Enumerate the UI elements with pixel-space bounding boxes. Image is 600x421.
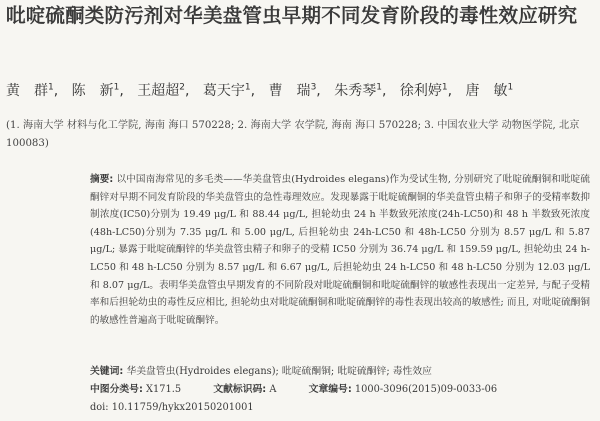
author: 陈 新$^1$, — [71, 82, 124, 99]
classification-value: X171.5 — [146, 384, 182, 395]
author-list — [6, 80, 596, 100]
abstract-label: 摘要: — [90, 174, 114, 185]
keywords-label: 关键词: — [90, 366, 124, 377]
author: 徐利婷$^1$, — [399, 82, 453, 99]
doc-code-value: A — [269, 384, 277, 395]
author: 黄 群$^1$, — [6, 82, 59, 99]
article-no-label: 文章编号: — [308, 384, 352, 395]
affiliations: (1. 海南大学 材料与化工学院, 海南 海口 570228; 2. 海南大学 农学院, 海南 海口 570228; 3. 中国农业大学 动物医学院, 北京 100083) — [6, 120, 580, 149]
classification-row — [90, 381, 590, 399]
author: 唐 敏$^1$ — [465, 82, 514, 99]
article-metadata — [90, 363, 590, 417]
doi-row: doi: 10.11759/hykx20150201001 — [90, 402, 254, 413]
paper-title: 吡啶硫酮类防污剂对华美盘管虫早期不同发育阶段的毒性效应研究 — [6, 4, 578, 27]
author: 朱秀琴$^1$, — [334, 82, 387, 99]
abstract — [90, 171, 590, 329]
article-no-value: 1000-3096(2015)09-0033-06 — [354, 384, 498, 395]
abstract-text: 以中国南海常见的多毛类——华美盘管虫(Hydroides elegans)作为受试生物, 分别研究了吡啶硫酮铜和吡啶硫酮锌对早期不同发育阶段的华美盘管虫的急性毒理效应。发现暴露于吡啶硫酮铜的华美盘管虫精子和卵子的受精率数抑制浓度(IC50)分别为 19.49 μg/L 和 88.44 μg/L, 担轮幼虫 24 h 半数致死浓度(24h-LC50)和 48 h 半数致死浓度(48h-LC50)分别为 7.35 μg/L 和 5.00 μg/L, 后担轮幼虫 24h-LC50 和 48h-LC50 分别为 8.57 μg/L 和 5.87 μg/L; 暴露于吡啶硫酮锌的华美盘管虫精子和卵子的受精 IC50 分别为 36.74 μg/L 和 159.59 μg/L, 担轮幼虫 24 h-LC50 和 48 h-LC50 分别为 8.57 μg/L 和 6.67 μg/L, 后担轮幼虫 24 h-LC50 和 48 h-LC50 分别为 12.03 μg/L 和 8.07 μg/L。表明华美盘管虫早期发育的不同阶段对吡啶硫酮铜和吡啶硫酮锌的敏感性表现出一定差异, 与配子受精率和后担轮幼虫的毒性反应相比, 担轮幼虫对吡啶硫酮铜和吡啶硫酮锌的毒性表现出较高的敏感性; 而且, 对吡啶硫酮铜的敏感性普遍高于吡啶硫酮锌。 — [90, 174, 590, 326]
author: 曹 瑞$^3$, — [268, 82, 321, 99]
author: 葛天宇$^1$, — [202, 82, 256, 99]
keywords-text: 华美盘管虫(Hydroides elegans); 吡啶硫酮铜; 吡啶硫酮锌; 毒性效应 — [126, 366, 432, 377]
author: 王超超$^2$, — [137, 82, 190, 99]
classification-label: 中图分类号: — [90, 384, 143, 395]
doc-code-label: 文献标识码: — [213, 384, 267, 395]
keywords-row — [90, 363, 590, 381]
